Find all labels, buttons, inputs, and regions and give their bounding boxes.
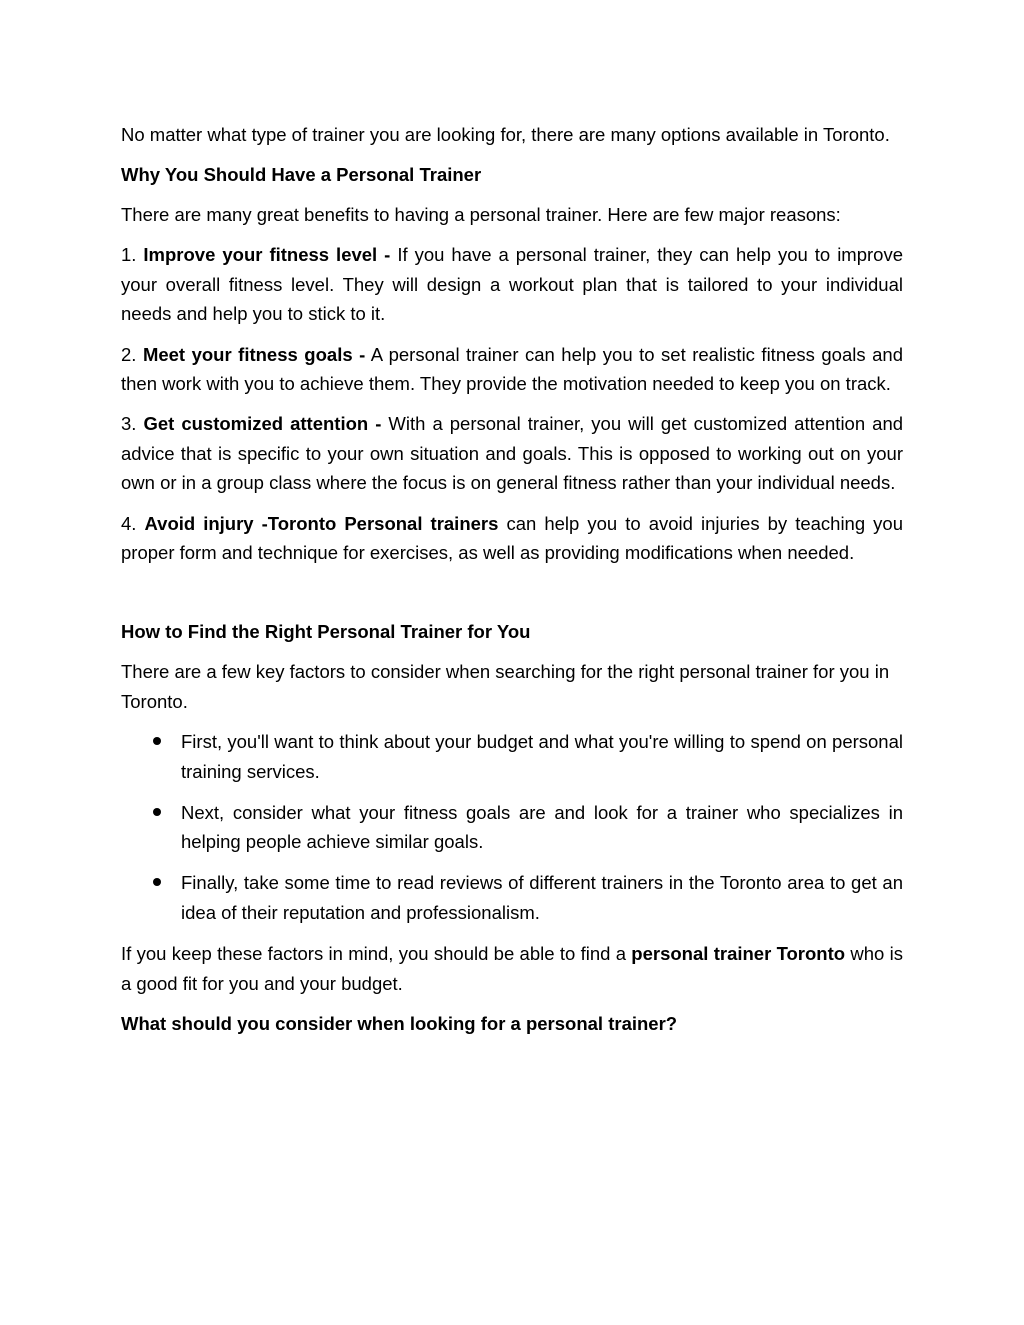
section-heading-why: Why You Should Have a Personal Trainer [121, 164, 482, 186]
reason-title: Improve your fitness level - [143, 244, 391, 266]
list-item-text: Finally, take some time to read reviews of different trainers in the Toronto area to get an idea of their reputation and professionalism. [181, 872, 903, 923]
reason-number: 2. [121, 343, 137, 365]
reason-text: With a personal trainer, you will get customized attention and advice that is specific to your own situation and goals. This is opposed to working out on your own or in a group class where the focus is on general fitness rather than your individual needs. [121, 413, 904, 494]
reason-item-1 [121, 240, 903, 329]
closing-paragraph [121, 939, 903, 998]
reason-item-4 [121, 509, 903, 568]
bullet-icon [153, 878, 161, 886]
list-item [121, 868, 903, 927]
reason-title: Avoid injury -Toronto Personal trainers [144, 512, 499, 534]
list-item [121, 727, 903, 786]
closing-text-start: If you keep these factors in mind, you should be able to find a [121, 943, 626, 965]
factor-list [121, 727, 903, 928]
reason-title: Meet your fitness goals - [142, 343, 366, 365]
section-heading-consider: What should you consider when looking for a personal trainer? [121, 1012, 678, 1034]
closing-keyword: personal trainer Toronto [631, 943, 846, 965]
reason-item-3 [121, 409, 903, 498]
closing-text-end: who is a good fit for you and your budget. [121, 943, 903, 994]
document-page [121, 120, 903, 1049]
intro-paragraph: No matter what type of trainer you are looking for, there are many options available in Toronto. [121, 124, 890, 145]
reason-number: 1. [121, 244, 137, 266]
why-lead-paragraph: There are many great benefits to having a personal trainer. Here are few major reasons: [121, 204, 841, 226]
bullet-icon [153, 808, 161, 816]
reason-number: 4. [121, 512, 137, 534]
reason-text: A personal trainer can help you to set realistic fitness goals and then work with you to achieve them. They provide the motivation needed to keep you on track. [121, 343, 903, 395]
bullet-icon [153, 737, 161, 745]
section-spacer [121, 578, 903, 617]
list-item-text: First, you'll want to think about your budget and what you're willing to spend on personal training services. [181, 731, 903, 782]
find-lead-paragraph: There are a few key factors to consider when searching for the right personal trainer for you in Toronto. [121, 661, 890, 712]
reason-number: 3. [121, 413, 137, 435]
reason-item-2 [121, 340, 903, 399]
reason-text: can help you to avoid injuries by teaching you proper form and technique for exercises, as well as providing modifications when needed. [121, 512, 904, 564]
list-item-text: Next, consider what your fitness goals are and look for a trainer who specializes in helping people achieve similar goals. [181, 801, 903, 853]
reason-text: If you have a personal trainer, they can help you to improve your overall fitness level. They will design a workout plan that is tailored to your individual needs and help you to stick to it. [121, 244, 903, 325]
reason-title: Get customized attention - [143, 413, 382, 435]
list-item [121, 798, 903, 857]
section-heading-find: How to Find the Right Personal Trainer for You [121, 621, 531, 643]
